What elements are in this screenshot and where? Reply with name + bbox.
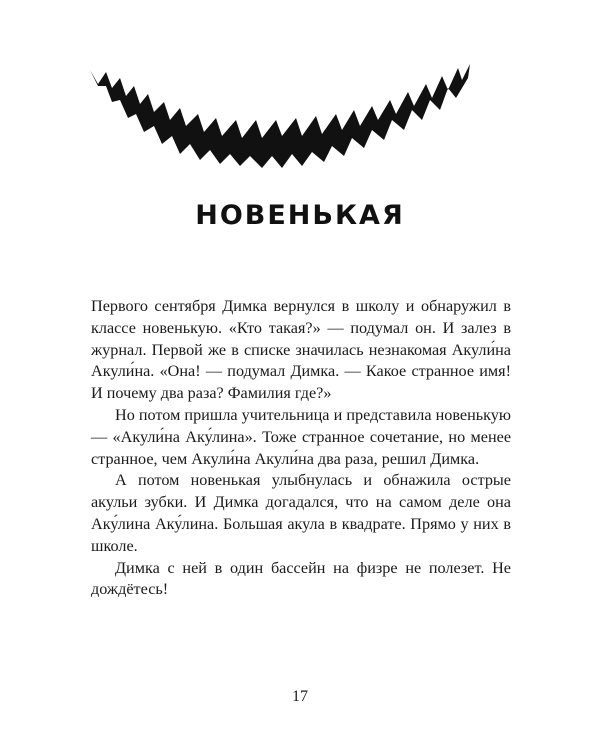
paragraph: А потом новенькая улыбнулась и обнажила острые акульи зубки. И Димка догадался, что на самом деле она Аку́лина Аку́лина. Большая акула в квадрате. Прямо у них в школе. [91,471,511,555]
shark-teeth-icon [90,58,470,168]
page-number: 17 [292,688,308,705]
paragraph: Но потом пришла учительница и представила новенькую — «Акули́на Аку́лина». Тоже странное сочетание, но менее странное, чем Акули́на Акули́на два раза, решил Димка. [91,405,511,468]
chapter-title: НОВЕНЬКАЯ [195,200,405,231]
paragraph: Первого сентября Димка вернулся в школу и обнаружил в классе новенькую. «Кто такая?» — подумал он. И залез в журнал. Первой же в списке значилась незнакомая Акули́на Акули́на. «Она! — подумал Димка. — Какое странное имя! И почему два раза? Фамилия где?» [91,297,511,403]
paragraph: Димка с ней в один бассейн на физре не полезет. Не дождётесь! [91,558,511,599]
chapter-body [91,296,511,601]
